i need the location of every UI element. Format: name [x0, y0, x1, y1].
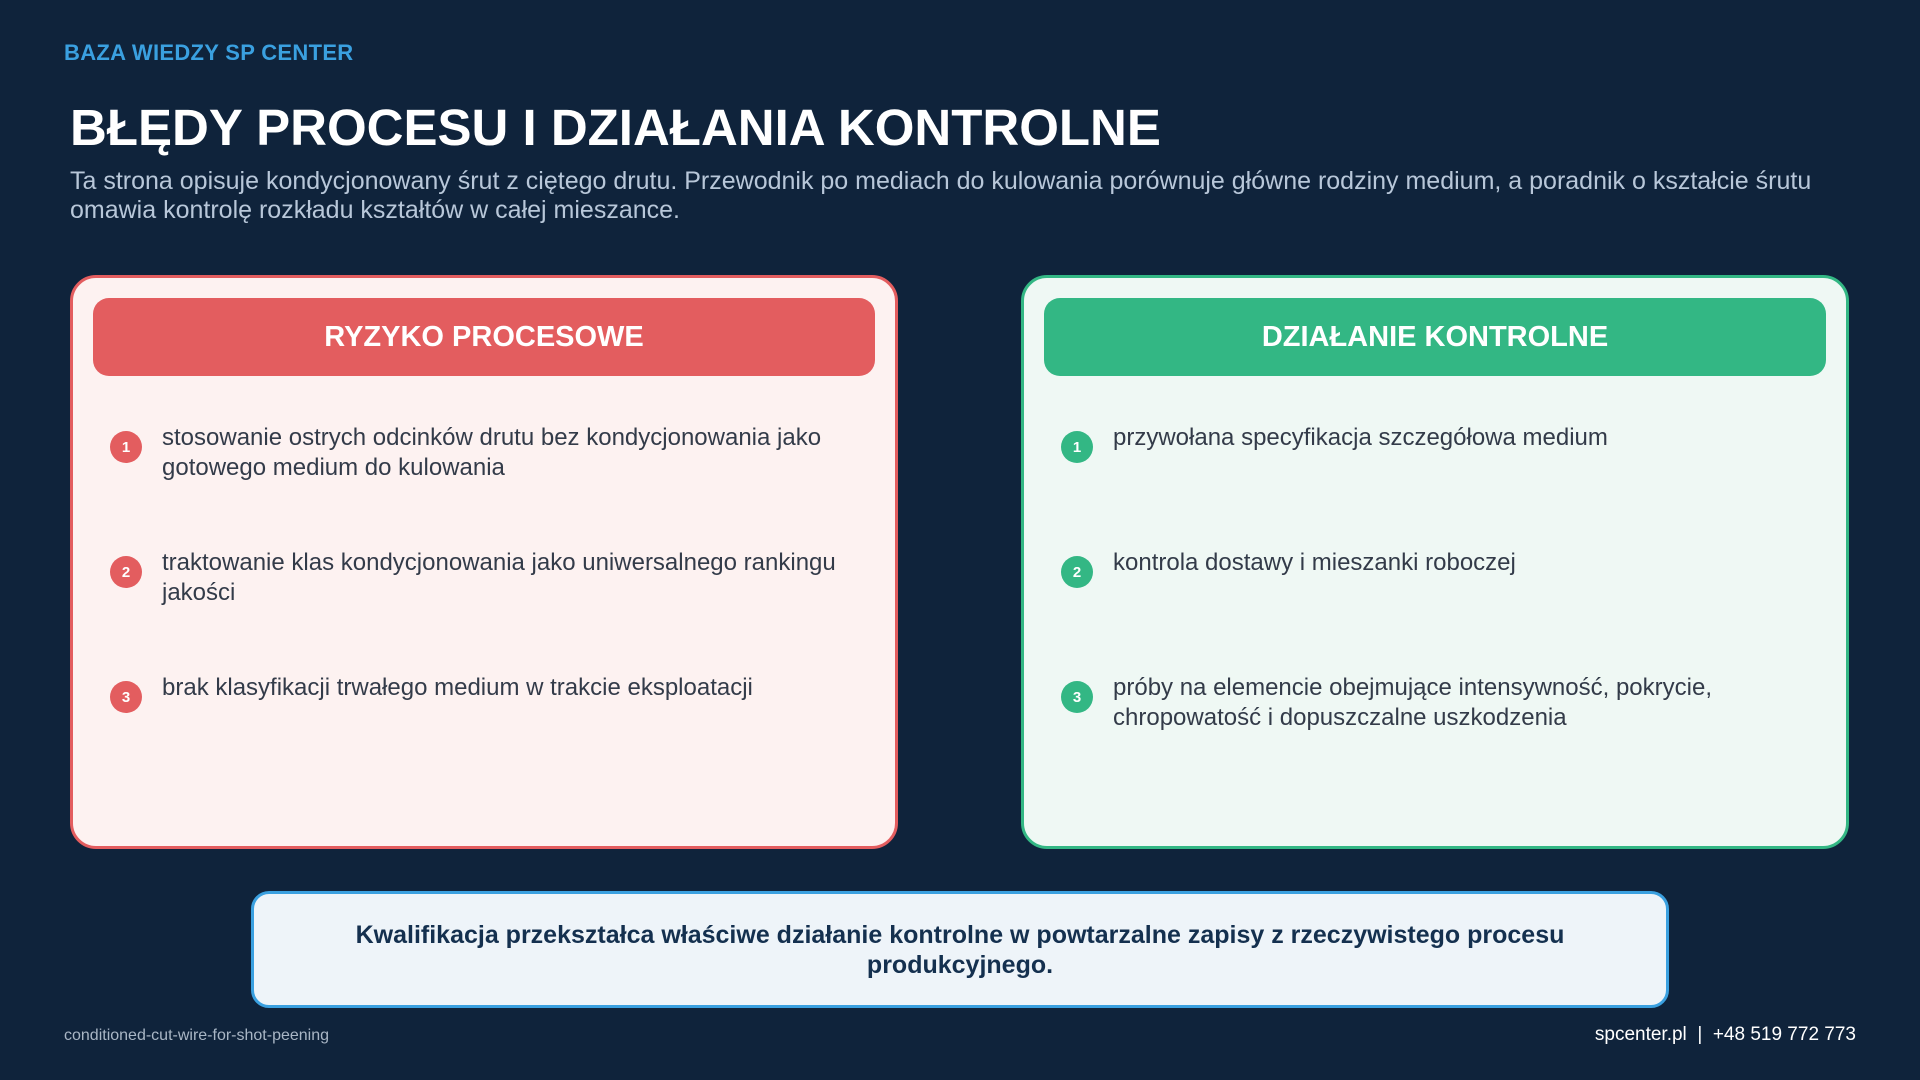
control-item: [1061, 423, 1791, 463]
control-item-number-badge: 1: [1061, 431, 1093, 463]
control-item-number-badge: 3: [1061, 681, 1093, 713]
control-item-number-badge: 2: [1061, 556, 1093, 588]
risk-item: [110, 423, 840, 483]
risk-item-number-badge: 2: [110, 556, 142, 588]
control-panel: [1021, 275, 1849, 849]
brand-label: BAZA WIEDZY SP CENTER: [64, 40, 354, 65]
summary-callout: Kwalifikacja przekształca właściwe działanie kontrolne w powtarzalne zapisy z rzeczywistego procesu produkcyjnego.: [251, 891, 1669, 1008]
control-item-text: przywołana specyfikacja szczegółowa medium: [1113, 424, 1608, 451]
risk-panel-header: RYZYKO PROCESOWE: [93, 298, 875, 376]
risk-item-text: traktowanie klas kondycjonowania jako uniwersalnego rankingu jakości: [162, 549, 836, 606]
control-item: [1061, 673, 1791, 733]
control-panel-header: DZIAŁANIE KONTROLNE: [1044, 298, 1826, 376]
risk-item-text: stosowanie ostrych odcinków drutu bez kondycjonowania jako gotowego medium do kulowania: [162, 424, 822, 481]
risk-item-text: brak klasyfikacji trwałego medium w trakcie eksploatacji: [162, 674, 753, 701]
risk-item-number-badge: 3: [110, 681, 142, 713]
risk-item-number-badge: 1: [110, 431, 142, 463]
control-item-text: próby na elemencie obejmujące intensywność, pokrycie, chropowatość i dopuszczalne uszkodzenia: [1113, 674, 1712, 731]
risk-item: [110, 673, 840, 713]
control-item: [1061, 548, 1791, 588]
control-item-text: kontrola dostawy i mieszanki roboczej: [1113, 549, 1516, 576]
risk-item: [110, 548, 840, 608]
page-slug: conditioned-cut-wire-for-shot-peening: [64, 1027, 330, 1044]
page-title: BŁĘDY PROCESU I DZIAŁANIA KONTROLNE: [70, 99, 1161, 156]
page-subtitle: Ta strona opisuje kondycjonowany śrut z ciętego drutu. Przewodnik po mediach do kulowania porównuje główne rodziny medium, a poradnik o kształcie śrutu omawia kontrolę rozkładu kształtów w całej mieszance.: [70, 167, 1812, 224]
risk-panel: [70, 275, 898, 849]
contact-info: spcenter.pl | +48 519 772 773: [1594, 1024, 1856, 1045]
